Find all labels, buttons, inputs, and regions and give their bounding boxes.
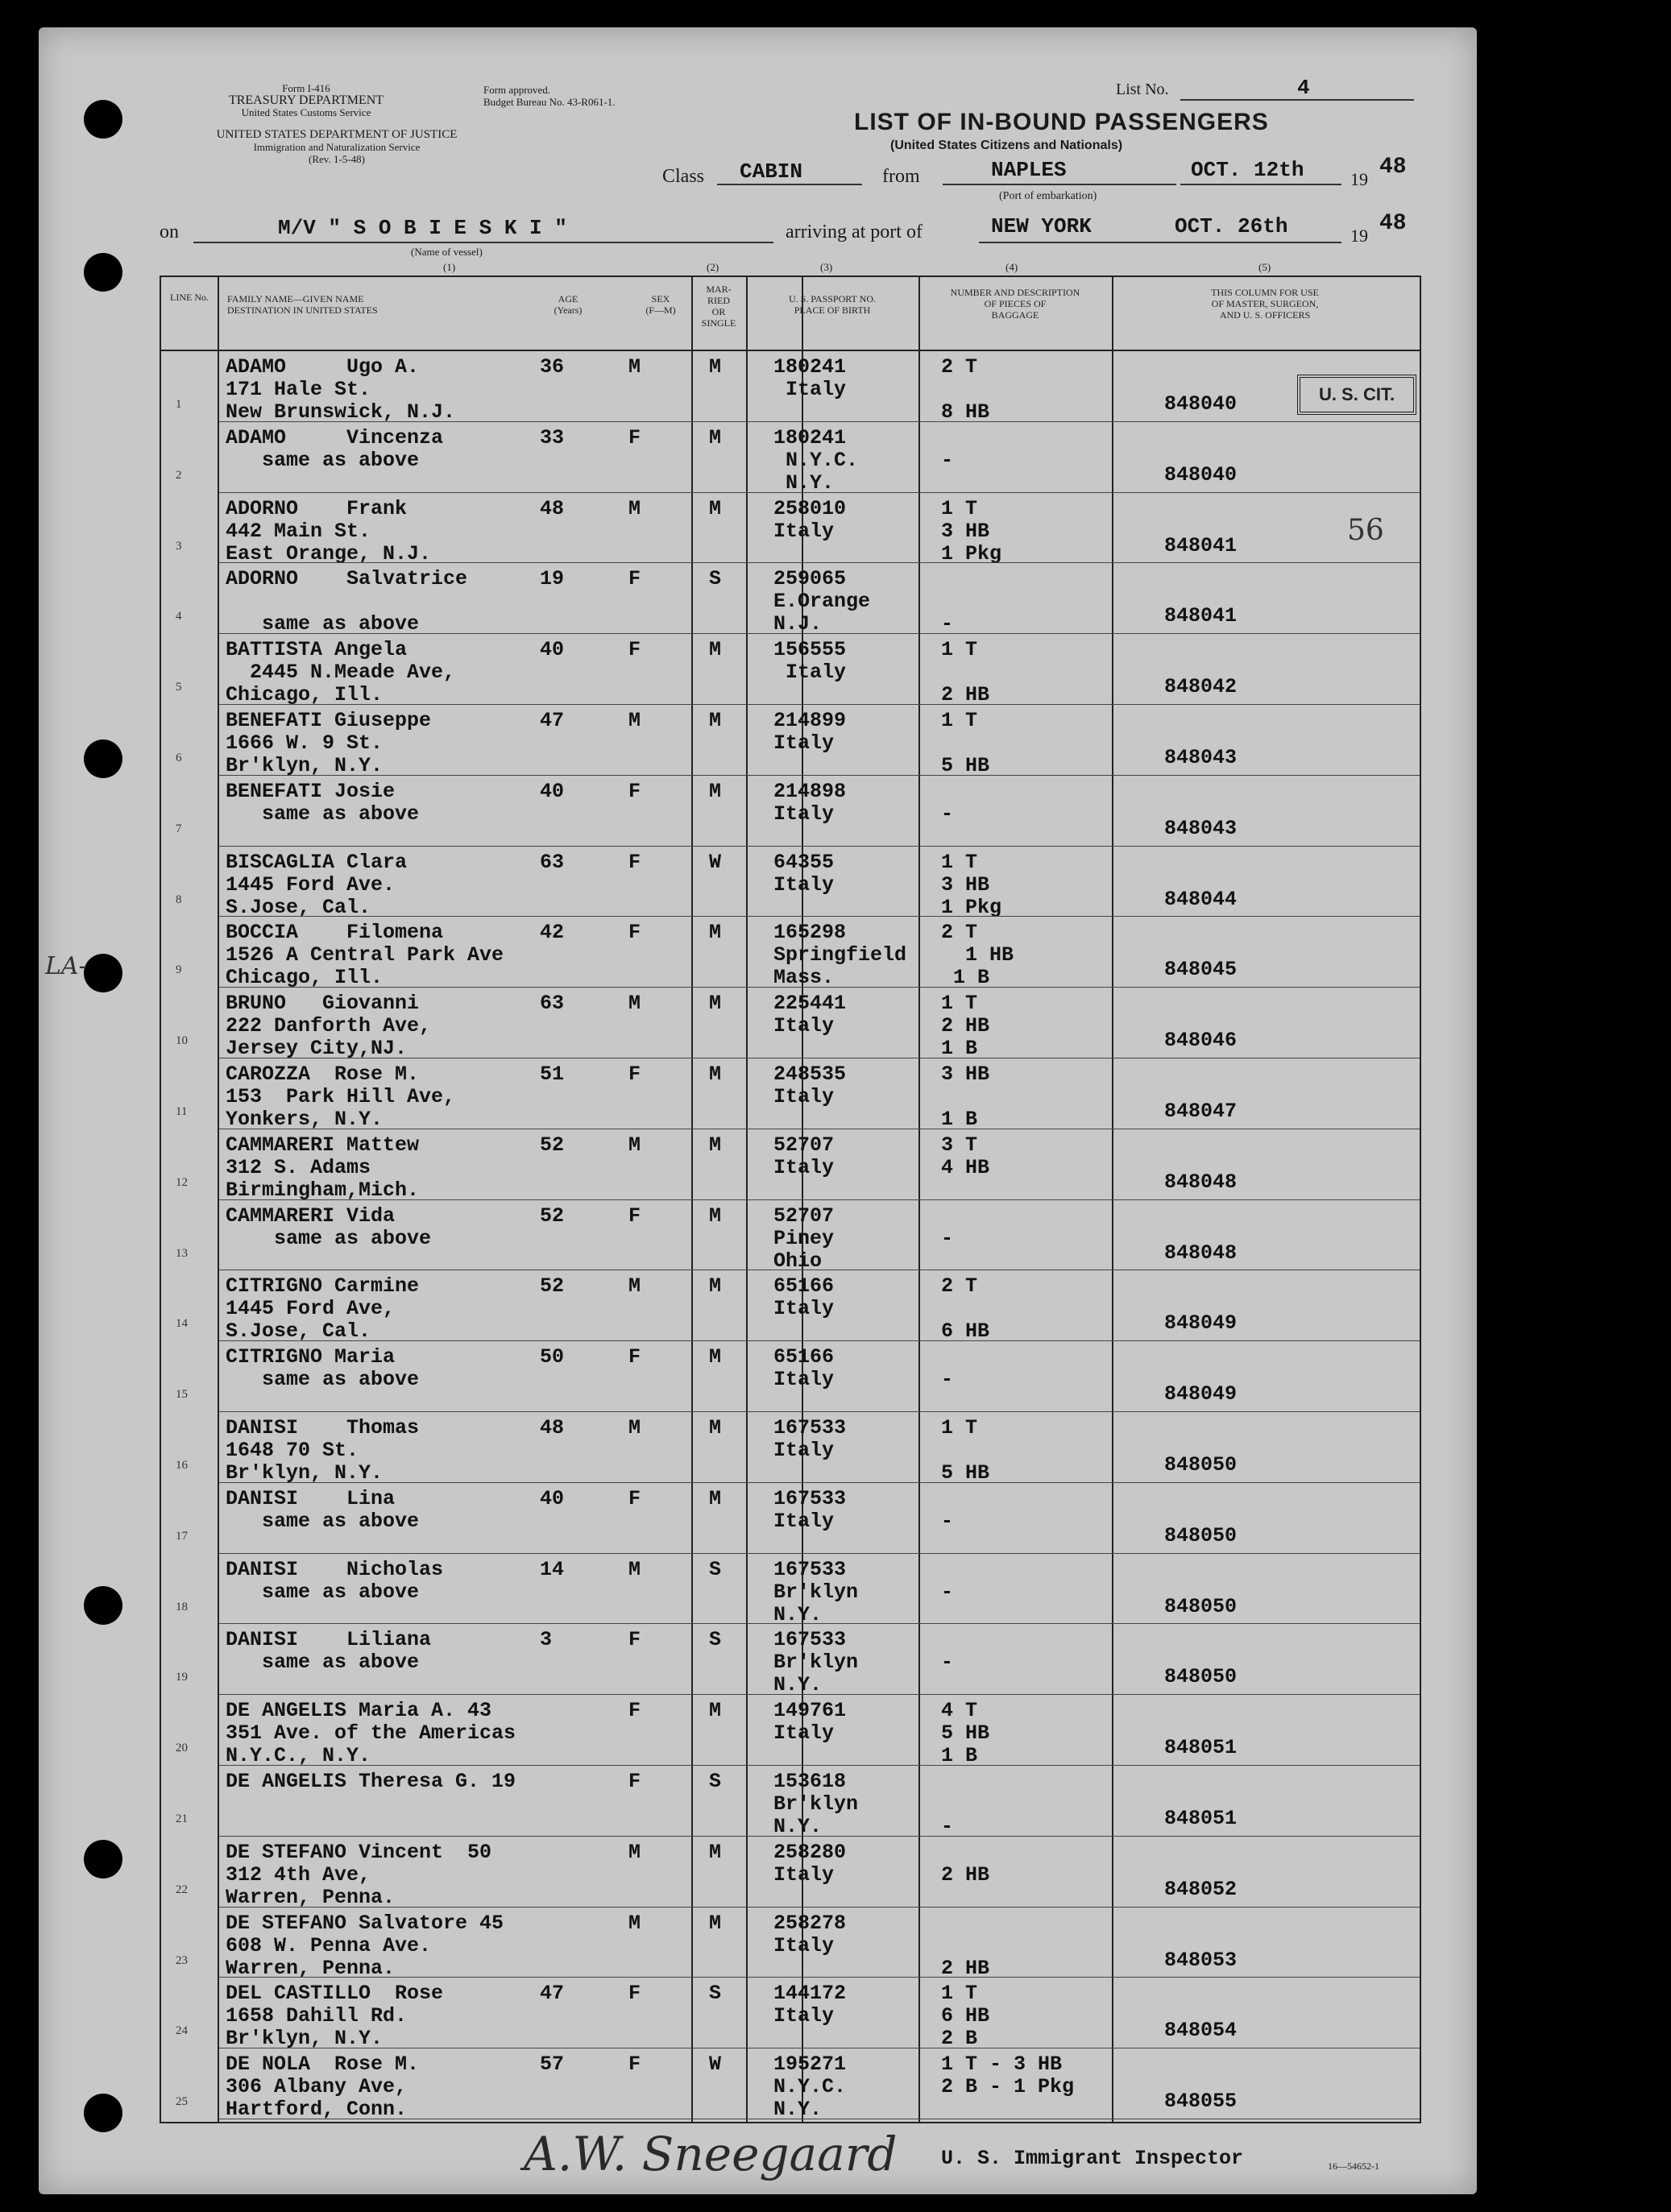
arriving-label: arriving at port of [786,222,923,242]
passenger-name: BRUNO Giovanni 222 Danforth Ave, Jersey City,NJ. [226,992,432,1061]
officer-number: 848049 [1164,1382,1238,1406]
line-number: 23 [176,1953,188,1967]
table-row [161,1483,1420,1554]
baggage: 1 T 3 HB 1 Pkg [941,850,1002,919]
line-number: 7 [176,822,182,835]
officer-number: 848047 [1164,1100,1238,1123]
page-title: LIST OF IN-BOUND PASSENGERS [854,109,1269,135]
passenger-name: ADORNO Salvatrice same as above [226,567,468,636]
passenger-age: 52 [540,1133,565,1157]
marital-status: M [709,355,722,379]
line-number: 15 [176,1388,188,1402]
arrival-date: OCT. 26th [1175,214,1288,238]
passport-and-birthplace: 248535 Italy [773,1063,847,1108]
passport-and-birthplace: 65166 Italy [773,1274,835,1321]
passenger-name: ADAMO Vincenza same as above [226,425,444,472]
passenger-sex: M [628,355,641,379]
marital-status: S [709,1770,722,1793]
baggage: - [941,1368,954,1392]
baggage: - [941,1651,954,1675]
passenger-name: DE ANGELIS Theresa G. 19 [226,1770,516,1793]
passenger-sex: F [628,779,641,803]
officer-number: 848050 [1164,1453,1238,1477]
line-number: 13 [176,1246,188,1260]
col-name: FAMILY NAME—GIVEN NAME DESTINATION IN UNITED STATES [227,293,378,316]
officer-number: 848050 [1164,1523,1238,1547]
passenger-age: 51 [540,1063,565,1086]
punch-hole [84,253,122,292]
col-sex: SEX (F—M) [645,293,676,316]
line-number: 19 [176,1671,188,1684]
passport-and-birthplace: 165298 Springfield Mass. [773,921,907,990]
table-row [161,634,1420,705]
form-approved: Form approved. [483,84,551,96]
passenger-age: 36 [540,355,565,379]
passport-and-birthplace: 149761 Italy [773,1699,847,1746]
baggage: 1 T 2 HB 1 B [941,992,990,1061]
passenger-age: 48 [540,1416,565,1439]
passenger-sex: F [628,1982,641,2006]
passenger-age: 19 [540,567,565,591]
divider [1180,99,1414,101]
officer-number: 848042 [1164,675,1238,699]
marital-status: M [709,1699,722,1723]
line-number: 16 [176,1459,188,1472]
passenger-table [160,275,1421,2123]
passenger-sex: M [628,1840,641,1864]
baggage: 2 T 8 HB [941,355,990,424]
col-passport: U. S. PASSPORT NO. PLACE OF BIRTH [789,293,876,316]
marital-status: M [709,779,722,803]
passenger-name: BISCAGLIA Clara 1445 Ford Ave. S.Jose, Cal. [226,850,408,919]
passenger-name: BATTISTA Angela 2445 N.Meade Ave, Chicago, Ill. [226,638,456,707]
marital-status: M [709,1274,722,1299]
passenger-sex: M [628,709,641,732]
arrival-port: NEW YORK [991,214,1092,238]
passenger-name: CITRIGNO Maria same as above [226,1345,420,1392]
justice-dept: UNITED STATES DEPARTMENT OF JUSTICE [216,128,458,141]
passenger-name: CAMMARERI Mattew 312 S. Adams Birmingham,Mich. [226,1133,420,1202]
baggage: 3 T 4 HB [941,1133,990,1179]
inspector-label: U. S. Immigrant Inspector [941,2147,1244,2170]
officer-number: 848050 [1164,1594,1238,1618]
baggage: 3 HB 1 B [941,1063,990,1131]
passport-and-birthplace: 195271 N.Y.C. N.Y. [773,2053,847,2122]
table-row [161,776,1420,847]
table-row [161,1978,1420,2051]
col-married: MAR- RIED OR SINGLE [701,284,736,329]
passenger-age: 48 [540,496,565,520]
col-line-no: LINE No. [170,292,209,303]
passenger-age: 47 [540,709,565,732]
table-row [161,351,1420,422]
class-label: Class [662,166,705,187]
baggage: - [941,1815,954,1838]
officer-number: 848048 [1164,1170,1238,1194]
passenger-name: CITRIGNO Carmine 1445 Ford Ave, S.Jose, Cal. [226,1274,420,1344]
divider [1180,184,1341,185]
passenger-age: 40 [540,1486,565,1510]
on-label: on [160,222,179,242]
passport-and-birthplace: 180241 N.Y.C. N.Y. [773,425,859,495]
arrival-year: 48 [1379,211,1407,236]
passenger-sex: F [628,638,641,662]
marital-status: M [709,1063,722,1086]
officer-number: 848055 [1164,2090,1238,2114]
table-row [161,493,1420,564]
punch-hole [84,1840,122,1879]
passenger-sex: F [628,2053,641,2077]
marital-status: W [709,850,722,874]
passenger-name: DANISI Liliana same as above [226,1628,432,1675]
table-row [161,563,1420,634]
marital-status: M [709,1840,722,1864]
list-no: 4 [1297,76,1310,100]
passport-and-birthplace: 65166 Italy [773,1345,835,1392]
passport-and-birthplace: 167533 Br'klyn N.Y. [773,1628,859,1697]
line-number: 22 [176,1883,188,1896]
baggage: 1 T 2 HB [941,638,990,707]
passport-and-birthplace: 167533 Br'klyn N.Y. [773,1557,859,1626]
officer-number: 848054 [1164,2019,1238,2043]
officer-number: 848048 [1164,1241,1238,1265]
passenger-age: 40 [540,779,565,803]
passenger-age: 47 [540,1982,565,2006]
officer-number: 848052 [1164,1877,1238,1901]
passenger-age: 57 [540,2053,565,2077]
form-number: Form I-416 [282,82,330,94]
passenger-sex: F [628,567,641,591]
passenger-age: 63 [540,850,565,874]
vessel-name: M/V " S O B I E S K I " [278,216,567,240]
passport-and-birthplace: 258010 Italy [773,496,847,543]
divider [193,242,773,243]
revision: (Rev. 1-5-48) [309,153,365,165]
officer-number: 848050 [1164,1665,1238,1689]
baggage: 1 T 5 HB [941,1416,990,1485]
table-row [161,1270,1420,1344]
passenger-sex: F [628,1203,641,1228]
page-subtitle: (United States Citizens and Nationals) [890,139,1123,152]
table-row [161,917,1420,988]
col-age: AGE (Years) [554,293,583,316]
divider [1172,242,1341,243]
baggage: - [941,802,954,826]
from-port: NAPLES [991,158,1067,182]
passenger-sex: M [628,496,641,520]
table-row [161,1412,1420,1483]
col-number: (4) [1006,261,1018,273]
justice-header [151,129,522,165]
line-number: 12 [176,1175,188,1189]
officer-number: 848046 [1164,1029,1238,1053]
passenger-age: 42 [540,921,565,945]
table-row [161,1341,1420,1412]
line-number: 5 [176,681,182,694]
passenger-age: 40 [540,638,565,662]
line-number: 24 [176,2024,188,2038]
list-no-label: List No. [1116,81,1169,98]
passenger-name: DE STEFANO Salvatore 45 608 W. Penna Ave. Warren, Penna. [226,1911,504,1980]
punch-hole [84,2094,122,2132]
table-row [161,1837,1420,1908]
officer-number: 848053 [1164,1948,1238,1972]
line-number: 4 [176,610,182,623]
punch-hole [84,739,122,778]
passport-and-birthplace: 180241 Italy [773,355,847,401]
passenger-sex: M [628,992,641,1016]
passenger-name: DE ANGELIS Maria A. 43 351 Ave. of the Americas N.Y.C., N.Y. [226,1699,516,1768]
marital-status: S [709,1628,722,1652]
punch-hole [84,954,122,992]
passenger-sex: M [628,1133,641,1157]
passenger-name: ADAMO Ugo A. 171 Hale St. New Brunswick, N.J. [226,355,456,424]
passenger-name: BOCCIA Filomena 1526 A Central Park Ave Chicago, Ill. [226,921,504,990]
line-number: 1 [176,398,182,411]
passport-and-birthplace: 153618 Br'klyn N.Y. [773,1770,859,1838]
marital-status: M [709,638,722,662]
table-row [161,1058,1420,1129]
budget-bureau: Budget Bureau No. 43-R061-1. [483,96,616,108]
baggage: - [941,612,954,636]
col-number: (1) [443,261,456,273]
marital-status: M [709,1486,722,1510]
table-row [161,1200,1420,1271]
line-number: 2 [176,468,182,482]
passenger-age: 63 [540,992,565,1016]
passport-and-birthplace: 144172 Italy [773,1982,847,2028]
officer-number: 848051 [1164,1807,1238,1830]
passenger-age: 52 [540,1203,565,1228]
approval-block [483,84,725,108]
passport-and-birthplace: 214899 Italy [773,709,847,755]
from-label: from [882,166,920,187]
passport-and-birthplace: 167533 Italy [773,1486,847,1533]
passenger-sex: F [628,921,641,945]
marital-status: M [709,1416,722,1439]
marital-status: M [709,1203,722,1228]
table-row [161,988,1420,1061]
officer-number: 848043 [1164,816,1238,840]
punch-hole [84,100,122,139]
marital-status: M [709,921,722,945]
officer-number: 848049 [1164,1311,1238,1336]
passport-and-birthplace: 52707 Italy [773,1133,835,1179]
table-row [161,1624,1420,1695]
divider [717,184,862,185]
passenger-age: 33 [540,425,565,449]
passenger-name: DANISI Lina same as above [226,1486,420,1533]
line-number: 9 [176,963,182,977]
passenger-name: CAMMARERI Vida same as above [226,1203,432,1250]
passenger-name: BENEFATI Josie same as above [226,779,420,826]
baggage: - [941,1509,954,1533]
marital-status: S [709,1982,722,2006]
line-number: 25 [176,2095,188,2109]
officer-number: 848041 [1164,604,1238,628]
us-citizen-stamp: U. S. CIT. [1297,375,1416,415]
passport-and-birthplace: 214898 Italy [773,779,847,826]
margin-number: 56 [1347,514,1384,547]
embark-caption: (Port of embarkation) [999,190,1097,202]
passport-and-birthplace: 258278 Italy [773,1911,847,1957]
baggage: - [941,1580,954,1604]
passenger-sex: F [628,1628,641,1652]
passenger-sex: F [628,850,641,874]
officer-number: 848041 [1164,533,1238,557]
punch-hole [84,1586,122,1625]
passenger-sex: F [628,1699,641,1723]
marital-status: M [709,425,722,449]
marital-status: M [709,992,722,1016]
marital-status: M [709,1345,722,1369]
arrival-year-prefix: 19 [1350,226,1368,246]
marital-status: M [709,1911,722,1935]
passenger-sex: F [628,1345,641,1369]
passport-and-birthplace: 225441 Italy [773,992,847,1038]
col-number: (3) [820,261,833,273]
divider [979,242,1172,243]
divider [943,184,1176,185]
marital-status: W [709,2053,722,2077]
passenger-sex: M [628,1416,641,1439]
vessel-caption: (Name of vessel) [411,246,483,258]
embark-date: OCT. 12th [1191,158,1304,182]
table-row [161,847,1420,918]
col-baggage: NUMBER AND DESCRIPTION OF PIECES OF BAGGAGE [950,287,1080,321]
passenger-age: 50 [540,1345,565,1369]
marital-status: M [709,709,722,732]
table-row [161,1554,1420,1625]
baggage: 4 T 5 HB 1 B [941,1699,990,1768]
table-row [161,1908,1420,1978]
passenger-name: DEL CASTILLO Rose 1658 Dahill Rd. Br'klyn, N.Y. [226,1982,444,2051]
line-number: 3 [176,539,182,553]
col-number: (2) [707,261,719,273]
baggage: 2 HB [941,1956,990,1980]
passenger-sex: M [628,1274,641,1299]
baggage: 2 T 6 HB [941,1274,990,1344]
baggage: - [941,1226,954,1250]
embark-year: 48 [1379,155,1407,180]
passport-and-birthplace: 64355 Italy [773,850,835,897]
officer-number: 848040 [1164,462,1238,487]
passenger-sex: F [628,1486,641,1510]
customs-service: United States Customs Service [241,106,371,118]
table-row [161,1129,1420,1200]
officer-number: 848051 [1164,1736,1238,1760]
passport-and-birthplace: 167533 Italy [773,1416,847,1462]
table-row [161,1695,1420,1766]
passport-and-birthplace: 52707 Piney Ohio [773,1203,835,1273]
table-row [161,1766,1420,1837]
officer-number: 848044 [1164,887,1238,911]
baggage: 1 T 3 HB 1 Pkg [941,496,1002,565]
passenger-sex: M [628,1911,641,1935]
baggage: 1 T 5 HB [941,709,990,777]
passenger-age: 14 [540,1557,565,1581]
line-number: 21 [176,1812,188,1825]
table-row [161,2048,1420,2122]
class-value: CABIN [740,159,803,184]
marital-status: M [709,496,722,520]
baggage: - [941,448,954,472]
passenger-name: BENEFATI Giuseppe 1666 W. 9 St. Br'klyn, N.Y. [226,709,432,777]
col-officers: THIS COLUMN FOR USE OF MASTER, SURGEON, AND U. S. OFFICERS [1211,287,1319,321]
agency-header [193,82,419,118]
passenger-name: DANISI Nicholas same as above [226,1557,444,1604]
col-number: (5) [1258,261,1271,273]
baggage: 2 HB [941,1862,990,1887]
ins-service: Immigration and Naturalization Service [253,141,421,153]
form-code: 16—54652-1 [1328,2160,1379,2172]
passport-and-birthplace: 156555 Italy [773,638,847,685]
passenger-name: ADORNO Frank 442 Main St. East Orange, N.J. [226,496,432,565]
line-number: 10 [176,1034,188,1048]
marital-status: M [709,1133,722,1157]
line-number: 20 [176,1742,188,1755]
passenger-sex: M [628,1557,641,1581]
margin-note: LA- [45,952,87,980]
marital-status: S [709,567,722,591]
table-row [161,422,1420,493]
treasury-dept: TREASURY DEPARTMENT [228,93,384,107]
passenger-name: DANISI Thomas 1648 70 St. Br'klyn, N.Y. [226,1416,420,1485]
officer-number: 848043 [1164,746,1238,769]
marital-status: S [709,1557,722,1581]
passport-and-birthplace: 259065 E.Orange N.J. [773,567,871,636]
passenger-name: CAROZZA Rose M. 153 Park Hill Ave, Yonkers, N.Y. [226,1063,456,1131]
passenger-age: 52 [540,1274,565,1299]
baggage: 2 T 1 HB 1 B [941,921,1014,990]
baggage: 1 T - 3 HB 2 B - 1 Pkg [941,2053,1075,2099]
passenger-sex: F [628,1063,641,1086]
inspector-signature: A.W. Sneegaard [524,2127,898,2181]
line-number: 14 [176,1317,188,1331]
line-number: 6 [176,752,182,764]
line-number: 18 [176,1600,188,1613]
line-number: 11 [176,1105,188,1118]
passenger-age: 3 [540,1628,553,1652]
officer-number: 848040 [1164,392,1238,416]
table-row [161,705,1420,776]
baggage: 1 T 6 HB 2 B [941,1982,990,2051]
passenger-name: DE NOLA Rose M. 306 Albany Ave, Hartford, Conn. [226,2053,420,2122]
line-number: 8 [176,893,182,906]
officer-number: 848045 [1164,958,1238,982]
line-number: 17 [176,1529,188,1543]
passenger-sex: F [628,1770,641,1793]
passport-and-birthplace: 258280 Italy [773,1840,847,1887]
passenger-name: DE STEFANO Vincent 50 312 4th Ave, Warren, Penna. [226,1840,492,1909]
year-prefix: 19 [1350,169,1368,189]
passenger-sex: F [628,425,641,449]
